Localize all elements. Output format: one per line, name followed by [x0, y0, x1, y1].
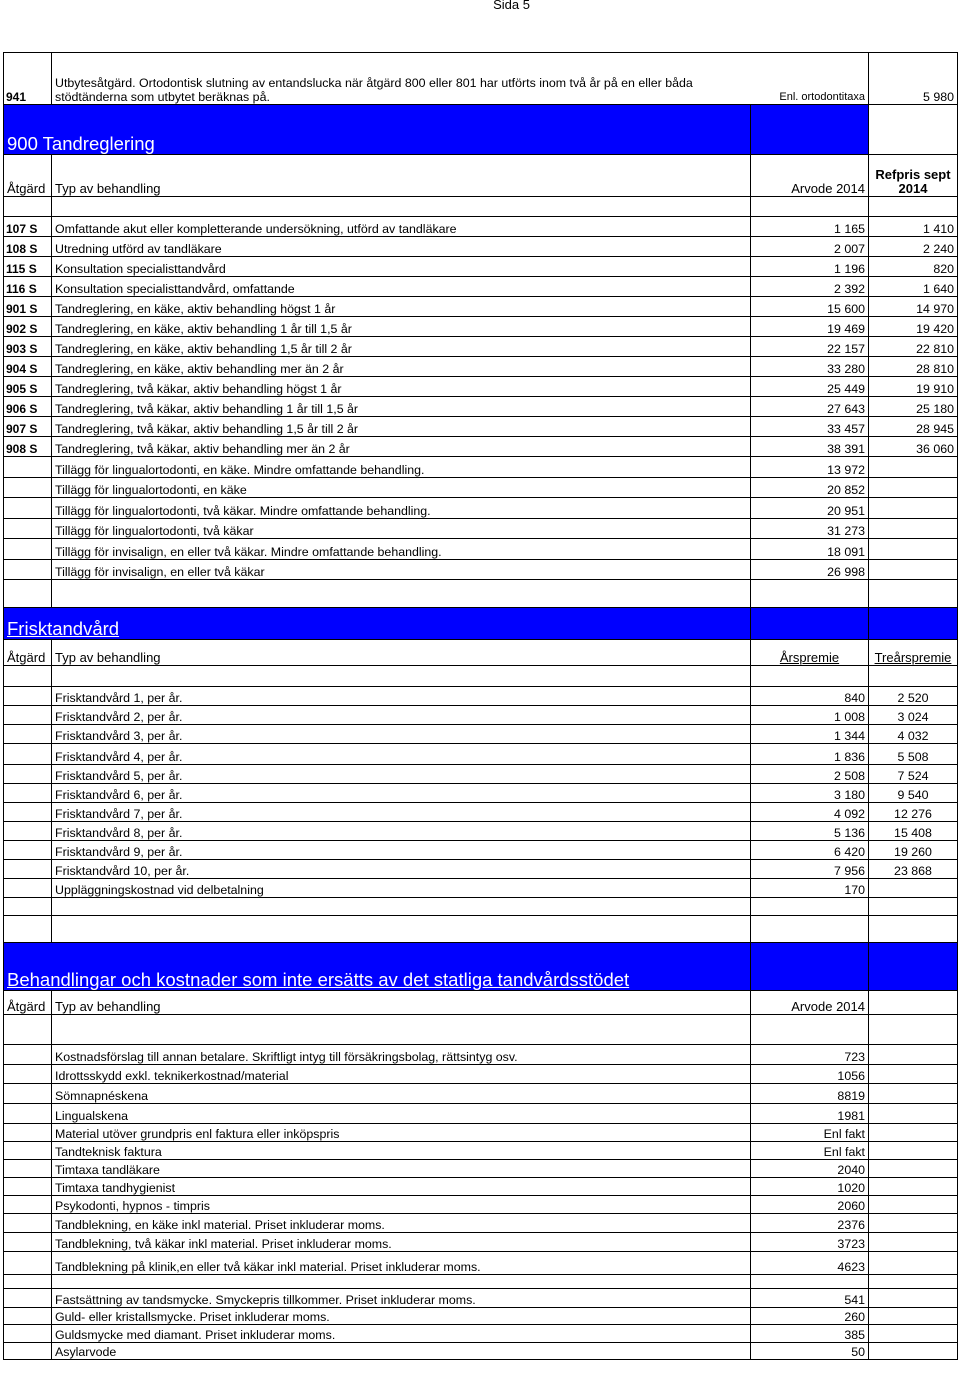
empty-cell: [52, 915, 751, 942]
empty-cell: [751, 580, 869, 608]
col-type-header: Typ av behandling: [52, 640, 751, 666]
refpris-cell: 2 240: [869, 237, 958, 257]
empty-cell: [52, 580, 751, 608]
arspremie-cell: 4 092: [751, 802, 869, 821]
description-line-1: Utbytesåtgärd. Ortodontisk slutning av entandslucka när åtgärd 800 eller 801 har utförts inom två år på en eller båda: [55, 76, 693, 90]
table-row: [4, 802, 958, 821]
table-row: [4, 397, 958, 417]
refpris-cell: 19 910: [869, 377, 958, 397]
empty-cell: [869, 915, 958, 942]
refpris-cell: [869, 477, 958, 498]
arspremie-cell: 5 136: [751, 821, 869, 840]
description-cell: Uppläggningskostnad vid delbetalning: [52, 878, 751, 897]
arvode-cell: 2 007: [751, 237, 869, 257]
arvode-cell: 1 196: [751, 257, 869, 277]
table-row: [4, 337, 958, 357]
table-row: [4, 1064, 958, 1083]
empty-cell: [869, 1324, 958, 1342]
description-cell: Psykodonti, hypnos - timpris: [52, 1195, 751, 1213]
section-other-header: [4, 990, 958, 1014]
section-frisk-band: [4, 608, 958, 640]
empty-cell: [869, 1123, 958, 1141]
refpris-cell: 28 810: [869, 357, 958, 377]
code-cell: [4, 687, 52, 706]
empty-cell: [751, 1014, 869, 1044]
price-table-body: [4, 53, 958, 1360]
table-row: [4, 498, 958, 519]
code-cell: [4, 821, 52, 840]
description-cell: Tillägg för lingualortodonti, en käke: [52, 477, 751, 498]
empty-cell: [4, 897, 52, 915]
description-cell: Idrottsskydd exkl. teknikerkostnad/material: [52, 1064, 751, 1083]
empty-cell: [869, 1232, 958, 1251]
col-arvode-header: Arvode 2014: [751, 155, 869, 197]
description-cell: Frisktandvård 1, per år.: [52, 687, 751, 706]
empty-cell: [4, 580, 52, 608]
section-900-header: [4, 155, 958, 197]
col-code-header: Åtgärd: [4, 990, 52, 1014]
table-row: [4, 1141, 958, 1159]
arvode-cell: Enl fakt: [751, 1141, 869, 1159]
description-cell: Frisktandvård 8, per år.: [52, 821, 751, 840]
arvode-cell: 8819: [751, 1083, 869, 1103]
empty-cell: [869, 1177, 958, 1195]
arspremie-cell: 170: [751, 878, 869, 897]
code-cell: [4, 1123, 52, 1141]
page-header: [0, 0, 960, 18]
code-cell: [4, 1044, 52, 1064]
spacer-row: [4, 1274, 958, 1288]
table-row: [4, 539, 958, 560]
refpris-cell: 14 970: [869, 297, 958, 317]
arspremie-cell: 6 420: [751, 840, 869, 859]
code-cell: [4, 1288, 52, 1307]
empty-cell: [869, 1251, 958, 1274]
tariff-note: Enl. ortodontitaxa: [779, 91, 865, 103]
code-cell: [4, 878, 52, 897]
table-row: [4, 257, 958, 277]
band-cell: [869, 942, 958, 990]
code-cell: [4, 539, 52, 560]
section-frisk-header: [4, 640, 958, 666]
arvode-cell: 13 972: [751, 457, 869, 478]
code-cell: 903 S: [4, 337, 52, 357]
empty-cell: [4, 1014, 52, 1044]
description-cell: Tillägg för lingualortodonti, två käkar. Mindre omfattande behandling.: [52, 498, 751, 519]
arvode-cell: 723: [751, 1044, 869, 1064]
empty-cell: [4, 666, 52, 687]
code-cell: 107 S: [4, 217, 52, 237]
refpris-cell: 19 420: [869, 317, 958, 337]
table-row: [4, 277, 958, 297]
description-cell: Omfattande akut eller kompletterande undersökning, utförd av tandläkare: [52, 217, 751, 237]
arvode-cell: 26 998: [751, 559, 869, 580]
empty-cell: [869, 1141, 958, 1159]
empty-cell: [4, 1274, 52, 1288]
description-cell: Tandreglering, en käke, aktiv behandling mer än 2 år: [52, 357, 751, 377]
empty-cell: [869, 666, 958, 687]
table-row: [4, 377, 958, 397]
code-cell: [4, 1159, 52, 1177]
empty-cell: [52, 666, 751, 687]
code-cell: [4, 559, 52, 580]
description-cell: Konsultation specialisttandvård, omfattande: [52, 277, 751, 297]
description-cell: Frisktandvård 9, per år.: [52, 840, 751, 859]
code-cell: [4, 477, 52, 498]
description-cell: Tandblekning, två käkar inkl material. Priset inkluderar moms.: [52, 1232, 751, 1251]
description-cell: Fastsättning av tandsmycke. Smyckepris tillkommer. Priset inkluderar moms.: [52, 1288, 751, 1307]
arvode-cell: 18 091: [751, 539, 869, 560]
arvode-cell: 1020: [751, 1177, 869, 1195]
table-row: [4, 518, 958, 539]
trearspremie-cell: 3 024: [869, 706, 958, 725]
arspremie-cell: 1 836: [751, 744, 869, 765]
trearspremie-cell: 9 540: [869, 783, 958, 802]
trearspremie-cell: 5 508: [869, 744, 958, 765]
value-cell: 5 980: [869, 53, 958, 105]
table-row: [4, 764, 958, 783]
refpris-cell: 25 180: [869, 397, 958, 417]
table-row: [4, 744, 958, 765]
table-row: [4, 706, 958, 725]
refpris-cell: 1 640: [869, 277, 958, 297]
code-cell: [4, 1307, 52, 1324]
trearspremie-cell: 2 520: [869, 687, 958, 706]
arvode-cell: 33 457: [751, 417, 869, 437]
col-arvode-header: Arvode 2014: [751, 990, 869, 1014]
section-900-band: [4, 105, 958, 155]
description-cell: Kostnadsförslag till annan betalare. Skriftligt intyg till försäkringsbolag, rättsintyg osv.: [52, 1044, 751, 1064]
refpris-cell: 22 810: [869, 337, 958, 357]
description-cell: Frisktandvård 6, per år.: [52, 783, 751, 802]
arspremie-cell: 7 956: [751, 859, 869, 878]
spacer-row: [4, 666, 958, 687]
table-row: [4, 1324, 958, 1342]
refpris-cell: [869, 498, 958, 519]
table-row: [4, 1288, 958, 1307]
code-cell: [4, 859, 52, 878]
arvode-cell: 20 951: [751, 498, 869, 519]
arvode-cell: 1056: [751, 1064, 869, 1083]
table-row: [4, 237, 958, 257]
code-cell: [4, 1195, 52, 1213]
arvode-cell: 2060: [751, 1195, 869, 1213]
arvode-cell: 4623: [751, 1251, 869, 1274]
arvode-cell: 15 600: [751, 297, 869, 317]
table-row: [4, 1159, 958, 1177]
trearspremie-cell: 12 276: [869, 802, 958, 821]
description-cell: Tandreglering, två käkar, aktiv behandling 1,5 år till 2 år: [52, 417, 751, 437]
code-cell: [4, 1083, 52, 1103]
arvode-cell: Enl fakt: [751, 1123, 869, 1141]
refpris-cell: [869, 539, 958, 560]
description-cell: Utredning utförd av tandläkare: [52, 237, 751, 257]
arvode-cell: 2040: [751, 1159, 869, 1177]
section-title: [4, 942, 751, 990]
col-code-header: Åtgärd: [4, 155, 52, 197]
empty-cell: [869, 580, 958, 608]
arvode-cell: 260: [751, 1307, 869, 1324]
code-cell: [4, 764, 52, 783]
arvode-cell: 22 157: [751, 337, 869, 357]
empty-cell: [869, 1274, 958, 1288]
description-cell: Sömnapnéskena: [52, 1083, 751, 1103]
table-row: [4, 1177, 958, 1195]
refpris-cell: 820: [869, 257, 958, 277]
code-cell: [4, 457, 52, 478]
table-row: [4, 357, 958, 377]
trearspremie-cell: 7 524: [869, 764, 958, 783]
empty-cell: [52, 1014, 751, 1044]
band-cell: [869, 608, 958, 640]
description-cell: Tandreglering, en käke, aktiv behandling högst 1 år: [52, 297, 751, 317]
description-cell: Guld- eller kristallsmycke. Priset inkluderar moms.: [52, 1307, 751, 1324]
description-line-2-text: stödtänderna som utbytet beräknas på.: [55, 90, 270, 104]
table-row: [4, 840, 958, 859]
description-cell: Frisktandvård 7, per år.: [52, 802, 751, 821]
empty-cell: [869, 1159, 958, 1177]
empty-cell: [4, 915, 52, 942]
arvode-cell: 1981: [751, 1103, 869, 1123]
arvode-cell: 19 469: [751, 317, 869, 337]
table-row: [4, 317, 958, 337]
empty-cell: [869, 1044, 958, 1064]
code-cell: [4, 725, 52, 744]
section-title-text: Behandlingar och kostnader som inte ersätts av det statliga tandvårdsstödet: [7, 968, 630, 990]
section-title: 900 Tandreglering: [4, 105, 751, 155]
code-cell: [4, 1177, 52, 1195]
description-cell: Tandreglering, en käke, aktiv behandling 1,5 år till 2 år: [52, 337, 751, 357]
table-row: [4, 725, 958, 744]
arvode-cell: 385: [751, 1324, 869, 1342]
arvode-cell: 33 280: [751, 357, 869, 377]
trearspremie-cell: 15 408: [869, 821, 958, 840]
band-empty-cell: [869, 105, 958, 155]
description-cell: Tillägg för invisalign, en eller två käkar. Mindre omfattande behandling.: [52, 539, 751, 560]
trearspremie-cell: 4 032: [869, 725, 958, 744]
refpris-cell: [869, 518, 958, 539]
code-cell: 906 S: [4, 397, 52, 417]
empty-cell: [869, 1014, 958, 1044]
col-trear-label: Treårspremie: [874, 650, 952, 665]
table-row: [4, 217, 958, 237]
description-cell: Frisktandvård 10, per år.: [52, 859, 751, 878]
code-cell: 901 S: [4, 297, 52, 317]
col-code-header: Åtgärd: [4, 640, 52, 666]
description-cell: Timtaxa tandhygienist: [52, 1177, 751, 1195]
empty-cell: [751, 897, 869, 915]
table-row: [4, 1083, 958, 1103]
table-row: [4, 457, 958, 478]
refpris-cell: [869, 457, 958, 478]
description-cell: Asylarvode: [52, 1342, 751, 1359]
code-cell: 907 S: [4, 417, 52, 437]
refpris-cell: 1 410: [869, 217, 958, 237]
col-type-header: Typ av behandling: [52, 990, 751, 1014]
code-cell: [4, 1064, 52, 1083]
empty-cell: [869, 1342, 958, 1359]
refpris-cell: [869, 559, 958, 580]
section-title: [4, 608, 751, 640]
refpris-cell: 28 945: [869, 417, 958, 437]
code-cell: [4, 1103, 52, 1123]
empty-cell: [869, 897, 958, 915]
description-cell: Frisktandvård 4, per år.: [52, 744, 751, 765]
table-row: [4, 783, 958, 802]
table-row: [4, 1123, 958, 1141]
code-cell: [4, 706, 52, 725]
spacer-row: [4, 580, 958, 608]
empty-cell: [52, 1274, 751, 1288]
code-cell: 115 S: [4, 257, 52, 277]
code-cell: 116 S: [4, 277, 52, 297]
table-row: [4, 1342, 958, 1359]
code-cell: 908 S: [4, 437, 52, 457]
section-title-text: Frisktandvård: [7, 618, 120, 639]
arspremie-cell: 1 344: [751, 725, 869, 744]
description-cell: Tandblekning, en käke inkl material. Priset inkluderar moms.: [52, 1213, 751, 1232]
empty-cell: [751, 666, 869, 687]
table-row: [4, 859, 958, 878]
arvode-cell: 2 392: [751, 277, 869, 297]
description-cell: Timtaxa tandläkare: [52, 1159, 751, 1177]
description-cell: Tandreglering, två käkar, aktiv behandling mer än 2 år: [52, 437, 751, 457]
arvode-cell: 2376: [751, 1213, 869, 1232]
col-ar-label: Årspremie: [779, 650, 840, 665]
arspremie-cell: 840: [751, 687, 869, 706]
table-row: [4, 1195, 958, 1213]
table-row: [4, 687, 958, 706]
code-cell: [4, 783, 52, 802]
col-refpris-header: Refpris sept 2014: [869, 155, 958, 197]
arspremie-cell: 1 008: [751, 706, 869, 725]
row-941: [4, 53, 958, 105]
code-cell: [4, 1213, 52, 1232]
empty-cell: [869, 1213, 958, 1232]
table-row: [4, 437, 958, 457]
code-cell: [4, 1232, 52, 1251]
description-cell: Tandreglering, två käkar, aktiv behandling högst 1 år: [52, 377, 751, 397]
page-number: Sida 5: [493, 0, 530, 12]
code-cell: 905 S: [4, 377, 52, 397]
table-row: [4, 878, 958, 897]
empty-cell: [869, 1083, 958, 1103]
trearspremie-cell: [869, 878, 958, 897]
description-cell: Guldsmycke med diamant. Priset inkluderar moms.: [52, 1324, 751, 1342]
table-row: [4, 1103, 958, 1123]
table-row: [4, 821, 958, 840]
table-row: [4, 1213, 958, 1232]
trearspremie-cell: 23 868: [869, 859, 958, 878]
arspremie-cell: 2 508: [751, 764, 869, 783]
band-cell: [751, 105, 869, 155]
price-table: [3, 52, 958, 1360]
code-cell: [4, 1141, 52, 1159]
description-cell: Tandreglering, en käke, aktiv behandling 1 år till 1,5 år: [52, 317, 751, 337]
code-cell: [4, 518, 52, 539]
arspremie-cell: 3 180: [751, 783, 869, 802]
arvode-cell: 50: [751, 1342, 869, 1359]
spacer-row: [4, 897, 958, 915]
code-cell: [4, 1324, 52, 1342]
description-cell: Tandreglering, två käkar, aktiv behandling 1 år till 1,5 år: [52, 397, 751, 417]
arvode-cell: 541: [751, 1288, 869, 1307]
empty-cell: [869, 1103, 958, 1123]
arvode-cell: 1 165: [751, 217, 869, 237]
table-row: [4, 417, 958, 437]
arvode-cell: 38 391: [751, 437, 869, 457]
description-cell: Tillägg för lingualortodonti, två käkar: [52, 518, 751, 539]
code-cell: [4, 744, 52, 765]
description-cell: Lingualskena: [52, 1103, 751, 1123]
table-row: [4, 297, 958, 317]
description-cell: Frisktandvård 2, per år.: [52, 706, 751, 725]
code-cell: [4, 840, 52, 859]
arvode-cell: 31 273: [751, 518, 869, 539]
empty-cell: [751, 1274, 869, 1288]
table-row: [4, 1044, 958, 1064]
code-cell: 902 S: [4, 317, 52, 337]
description-cell: Tillägg för lingualortodonti, en käke. Mindre omfattande behandling.: [52, 457, 751, 478]
description-line-2: [55, 90, 865, 104]
empty-cell: [869, 1307, 958, 1324]
table-row: [4, 1251, 958, 1274]
empty-cell: [869, 1288, 958, 1307]
refpris-cell: 36 060: [869, 437, 958, 457]
empty-cell: [869, 1064, 958, 1083]
code-cell: [4, 1342, 52, 1359]
empty-cell: [869, 990, 958, 1014]
code-cell: 904 S: [4, 357, 52, 377]
arvode-cell: 27 643: [751, 397, 869, 417]
description-cell: Tillägg för invisalign, en eller två käkar: [52, 559, 751, 580]
description-cell: Frisktandvård 5, per år.: [52, 764, 751, 783]
spacer-row: [4, 197, 958, 217]
description-cell: Tandblekning på klinik,en eller två käkar inkl material. Priset inkluderar moms.: [52, 1251, 751, 1274]
description-cell: Frisktandvård 3, per år.: [52, 725, 751, 744]
col-trear-header: [869, 640, 958, 666]
arvode-cell: 20 852: [751, 477, 869, 498]
code-cell: [4, 1251, 52, 1274]
description-cell: Tandteknisk faktura: [52, 1141, 751, 1159]
table-row: [4, 1232, 958, 1251]
col-type-header: Typ av behandling: [52, 155, 751, 197]
col-ar-header: [751, 640, 869, 666]
spacer-row: [4, 915, 958, 942]
description-cell: [52, 53, 869, 105]
band-cell: [751, 942, 869, 990]
band-cell: [751, 608, 869, 640]
table-row: [4, 477, 958, 498]
code-cell: [4, 498, 52, 519]
empty-cell: [751, 915, 869, 942]
code-cell: [4, 802, 52, 821]
arvode-cell: 25 449: [751, 377, 869, 397]
spacer-row: [4, 1014, 958, 1044]
description-cell: Konsultation specialisttandvård: [52, 257, 751, 277]
table-row: [4, 559, 958, 580]
empty-cell: [52, 897, 751, 915]
code-cell: 108 S: [4, 237, 52, 257]
trearspremie-cell: 19 260: [869, 840, 958, 859]
description-cell: Material utöver grundpris enl faktura eller inköpspris: [52, 1123, 751, 1141]
table-row: [4, 1307, 958, 1324]
arvode-cell: 3723: [751, 1232, 869, 1251]
empty-cell: [869, 1195, 958, 1213]
code-cell: 941: [4, 53, 52, 105]
section-other-band: [4, 942, 958, 990]
